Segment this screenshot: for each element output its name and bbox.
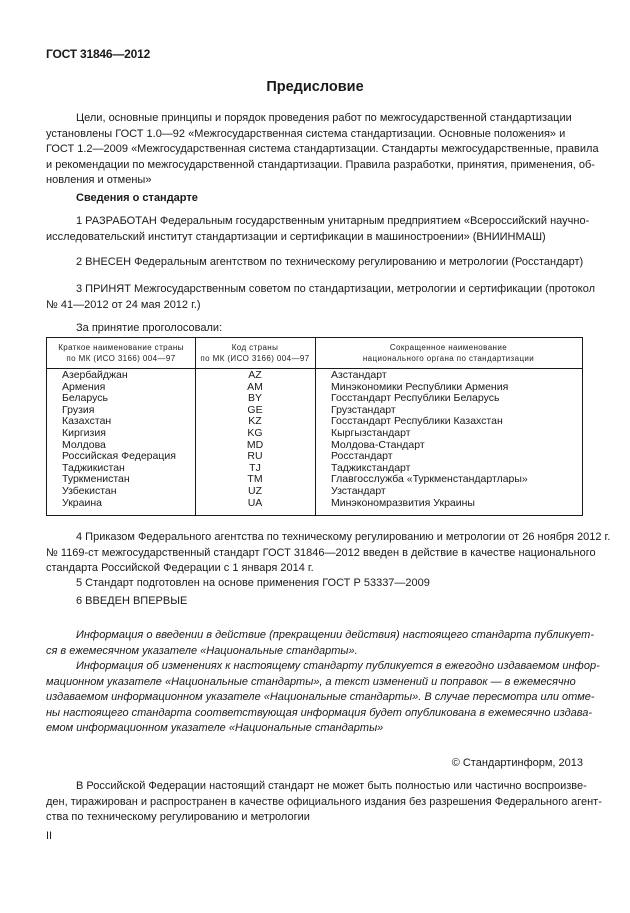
header-line: Краткое наименование страны (58, 343, 184, 352)
table-row (47, 451, 582, 463)
notice-line: ся в ежемесячном указателе «Национальные стандарты». (46, 644, 358, 657)
table-row (47, 416, 582, 428)
code-cell: AZ (248, 369, 262, 381)
code-cell: UA (247, 496, 263, 509)
header-line: Сокращенное наименование (389, 343, 508, 352)
page-title: Предисловие (266, 79, 364, 95)
standards-body-cell: Госстандарт Республики Беларусь (331, 392, 500, 405)
standards-body-cell: Кыргызстандарт (331, 427, 411, 439)
item-4-line: стандарта Российской Федерации с 1 января 2014 г. (46, 562, 314, 574)
code-cell: BY (247, 392, 262, 405)
item-3-line: 3 ПРИНЯТ Межгосударственным советом по стандартизации, метрологии и сертификации (протокол (76, 283, 596, 295)
header-line: Код страны (231, 343, 279, 352)
standards-body-cell: Грузстандарт (331, 403, 396, 416)
document-header: ГОСТ 31846—2012 (46, 47, 151, 61)
notice-line: издаваемом информационном указателе «Национальные стандарты». В случае пересмотра или отме- (46, 691, 595, 703)
standards-body-cell: Азстандарт (331, 369, 387, 381)
standards-body-cell: Госстандарт Республики Казахстан (331, 415, 503, 428)
intro-line: Цели, основные принципы и порядок проведения работ по межгосударственной стандартизации (76, 112, 572, 124)
item-4-line: № 1169-ст межгосударственный стандарт ГОСТ 31846—2012 введен в действие в качестве национального (46, 546, 596, 559)
item-4-line: 4 Приказом Федерального агентства по техническому регулированию и метрологии от 26 ноября 2012 г. (76, 531, 611, 543)
country-cell: Таджикистан (62, 461, 125, 474)
notice-line: Информация о введении в действие (прекращении действия) настоящего стандарта публикует- (76, 629, 594, 641)
item-3-line: № 41—2012 от 24 мая 2012 г.) (46, 298, 201, 311)
rights-line: ства по техническому регулированию и метрологии (46, 811, 310, 823)
table-header-country (47, 342, 195, 364)
code-cell: TM (247, 473, 263, 486)
table-row (47, 428, 582, 440)
notice-publication (46, 628, 594, 659)
table-row (47, 382, 582, 394)
table-row (47, 486, 582, 498)
copyright: © Стандартинформ, 2013 (451, 757, 583, 769)
member-states-table (46, 337, 583, 516)
intro-line: и рекомендации по межгосударственной стандартизации. Правила разработки, принятия, применения, об- (46, 158, 595, 171)
code-cell: UZ (248, 485, 262, 497)
code-cell: MD (246, 438, 264, 451)
table-header-body (315, 342, 582, 364)
code-cell: GE (247, 403, 263, 416)
vote-label (46, 321, 583, 337)
country-cell: Молдова (62, 438, 106, 451)
rights-line: ден, тиражирован и распространен в качестве официального издания без разрешения Федерального агент- (46, 795, 602, 808)
item-6-line: 6 ВВЕДЕН ВПЕРВЫЕ (76, 595, 188, 607)
country-cell: Туркменистан (62, 473, 130, 486)
intro-line: ГОСТ 1.2—2009 «Межгосударственная система стандартизации. Стандарты межгосударственные, правила (46, 143, 599, 155)
country-cell: Узбекистан (62, 485, 117, 497)
country-cell: Армения (62, 380, 106, 393)
notice-amendments (46, 659, 600, 737)
code-cell: KG (247, 427, 263, 439)
item-6 (46, 594, 583, 610)
country-cell: Азербайджан (62, 369, 128, 381)
info-heading: Сведения о стандарте (76, 192, 198, 204)
item-4 (46, 530, 611, 577)
table-row (47, 474, 582, 486)
standards-body-cell: Таджикстандарт (331, 461, 411, 474)
rights-line: В Российской Федерации настоящий стандарт не может быть полностью или частично воспроизве- (76, 780, 587, 792)
table-row (47, 370, 582, 382)
page-number: II (46, 830, 53, 842)
code-cell: TJ (249, 461, 261, 474)
item-1-line: 1 РАЗРАБОТАН Федеральным государственным унитарным предприятием «Всероссийский научно- (76, 215, 590, 227)
standards-body-cell: Молдова-Стандарт (331, 438, 425, 451)
standards-body-cell: Минэкономики Республики Армения (331, 380, 509, 393)
item-3 (46, 282, 596, 313)
table-row (47, 498, 582, 510)
country-cell: Беларусь (62, 392, 108, 405)
notice-line: мационном указателе «Национальные стандарты», а текст изменений и поправок — в ежемесячно (46, 675, 576, 688)
intro-paragraph (46, 111, 599, 189)
code-cell: RU (247, 450, 263, 463)
country-cell: Киргизия (62, 427, 106, 439)
rights-notice (46, 779, 602, 826)
intro-line: новления и отмены» (46, 174, 152, 186)
header-line: по МК (ИСО 3166) 004—97 (66, 354, 176, 363)
item-1-line: исследовательский институт стандартизации и сертификации в машиностроении» (ВНИИНМАШ) (46, 230, 546, 243)
item-2 (46, 255, 583, 271)
standards-body-cell: Узстандарт (331, 485, 386, 497)
header-line: национального органа по стандартизации (362, 354, 535, 363)
standards-body-cell: Росстандарт (331, 450, 393, 463)
table-row (47, 393, 582, 405)
country-cell: Украина (62, 496, 102, 509)
notice-line: Информация об изменениях к настоящему стандарту публикуется в ежегодно издаваемом инфор- (76, 660, 600, 672)
table-header-code (195, 342, 315, 364)
item-1 (46, 214, 590, 245)
country-cell: Российская Федерация (62, 450, 176, 463)
item-5-line: 5 Стандарт подготовлен на основе применения ГОСТ Р 53337—2009 (76, 577, 430, 589)
standards-body-cell: Главгосслужба «Туркменстандартлары» (331, 473, 528, 486)
code-cell: KZ (248, 415, 262, 428)
code-cell: AM (247, 380, 263, 393)
item-5 (46, 576, 583, 592)
notice-line: емом информационном указателе «Национальные стандарты» (46, 722, 384, 734)
notice-line: ны настоящего стандарта соответствующая информация будет опубликована в ежемесячно издава- (46, 706, 593, 719)
intro-line: установлены ГОСТ 1.0—92 «Межгосударственная система стандартизации. Основные положения» и (46, 127, 566, 140)
country-cell: Казахстан (62, 415, 112, 428)
item-2-line: 2 ВНЕСЕН Федеральным агентством по техническому регулированию и метрологии (Росстандарт) (76, 256, 584, 268)
vote-label-text: За принятие проголосовали: (76, 322, 223, 334)
country-cell: Грузия (62, 403, 95, 416)
header-line: по МК (ИСО 3166) 004—97 (200, 354, 310, 363)
standards-body-cell: Минэкономразвития Украины (331, 496, 475, 509)
